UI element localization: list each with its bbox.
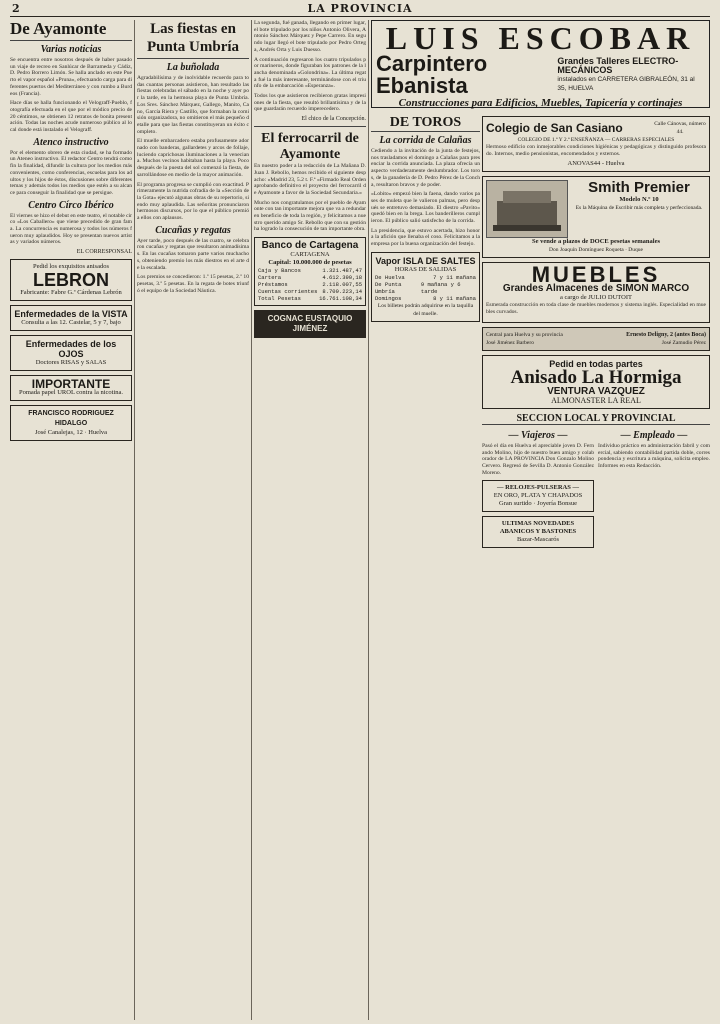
column-rule	[134, 20, 135, 1020]
row-value: 2.118.007,55	[322, 281, 362, 289]
article-paragraph: «Lobito» empezó bien la faena, dando varios pases de muleta que le valieron palmas, pero después se entretuvo demasiado. El diestro «Pavito» quedó bien en la brega. Los banderilleros cumplieron. El público salió satisfecho de la corrida.	[371, 191, 480, 225]
article-subhead: Cucañas y regatas	[155, 224, 231, 236]
ad-model: Modelo N.º 10	[619, 196, 659, 204]
ad-subline: CARTAGENA	[290, 251, 330, 259]
column-rule	[251, 20, 252, 1020]
column-ferrocarril	[254, 20, 366, 1020]
article-paragraph: Individuo práctico en administración fabril y comercial, sabiendo contabilidad partida doble, correspondencia y escritura a máquina, solicita empleo. Informes en esta Redacción.	[598, 442, 710, 469]
row-value: 16.761.108,34	[319, 295, 362, 303]
ad-right: José Zamudio Pérez	[661, 339, 706, 346]
ad-subline: a cargo de JULIO DUTOIT	[560, 294, 632, 302]
row-label: Domingos	[375, 294, 402, 302]
article-paragraph: Mucho nos congratulamos por el pueblo de Ayamonte con tan importante mejora que va a redundar en beneficio de toda la región, y felicitamos a nuestro querido amigo Sr. Rebollo que con su gestión ha logrado la consecución de tan importante obra.	[254, 199, 366, 233]
article-paragraph: El viernes se hizo el debut en este teatro, el notable circo «Los Caballero» que viene precedido de gran fama. La concurrencia es numerosa y todos los números fueron muy aplaudidos. Hoy se presentan nuevos artistas y variados números.	[10, 212, 132, 246]
ad-ultimas	[482, 516, 594, 548]
column-ayamonte	[10, 20, 132, 1020]
ad-address: Calle Cánovas, número 44.	[654, 121, 706, 135]
ad-text: Hermoso edificio con inmejorables condiciones higiénicas y pedagógicas y distinguido profesorado. Internos, medio pensionistas, encomendados y externos.	[486, 144, 706, 157]
row-value: 9 mañana y 6 tarde	[420, 280, 461, 295]
ad-text: Esmerada construcción en toda clase de muebles modernos y sistema inglés. Especialidad en muebles curvados.	[486, 302, 706, 316]
article-subhead: La corrida de Calañas	[379, 135, 472, 146]
ad-colegio	[482, 116, 710, 172]
ad-title: ULTIMAS NOVEDADES	[501, 520, 575, 528]
ad-subline: Consulta a las 12. Castelar, 5 y 7, bajo	[21, 319, 121, 327]
article-subhead: — Viajeros —	[508, 429, 568, 441]
article-paragraph: Agradabilísima y de inolvidable recuerdo para todas cuantas personas asistieron, han resultado las fiestas celebradas el sábado en la noche y ayer por la tarde, en la hermosa playa de Punta Umbría. Los Sres. Sánchez Márquez, Gallego, Manito, Cano, García Riera y Castillo, que formaban la comisión organizadora, no omitieron el más pequeño detalle para que las fiestas constituyeran un éxito completo.	[137, 75, 249, 135]
ad-title: Grandes Almacenes de SIMON MARCO	[502, 283, 690, 295]
row-value: 8.709.223,14	[322, 288, 362, 296]
schedule-table	[375, 274, 476, 302]
ad-row	[486, 331, 706, 339]
ad-brand: LUIS ESCOBAR	[385, 20, 696, 56]
table-row	[375, 295, 476, 302]
ad-anisado	[482, 355, 710, 409]
column-punta-umbria	[137, 20, 249, 1020]
ad-subline: HORAS DE SALIDAS	[394, 265, 457, 273]
ad-title: FRANCISCO RODRIGUEZ HIDALGO	[28, 410, 114, 428]
ad-ojos	[10, 335, 132, 371]
ad-importante	[10, 375, 132, 401]
article-paragraph: El programa progresa se cumplió con exactitud. Primeramente la nutrida cofradía de la «Sección de la Gota» ejecutó algunas obras de su repertorio, siendo muy aplaudida. Las señoritas pronunciaron hermosos discursos, por lo que el público premió a ellos con aplausos.	[137, 181, 249, 222]
ad-text-block	[572, 180, 706, 238]
ad-smith-premier	[482, 176, 710, 258]
article-paragraph: Hace días se halla funcionando el Velograff-Pueblo, fotografía efectuada en el que por el módico precio de 20 céntimos, se obtienen 12 retratos de bonita presentación. Todas las noches acude numeroso público al local donde está instalado el Velograff.	[10, 100, 132, 134]
right-ads-column	[482, 112, 710, 552]
ad-bottom-line: Construcciones para Edificios, Muebles, Tapicería y cortinajes	[398, 97, 683, 109]
paper-name: LA PROVINCIA	[307, 2, 413, 15]
ad-representative: Don Joaquín Domínguez Roqueta · Duque	[549, 247, 643, 254]
ad-cognac	[254, 310, 366, 338]
ad-left: José Jiménez Barbero	[486, 339, 534, 346]
article-paragraph: La presidencia, que estuvo acertada, hizo honor a la afición que llenaba el coso. Felicitamos a la empresa por la buena organización del festejo.	[371, 227, 480, 248]
article-paragraph: Se encuentra entre nosotros después de haber pasado un viaje de recreo en Sanlúcar de Barrameda y Cádiz, D. Pedro Borrero Limón. Se halla anclado en este Puerto el vapor español «Pruna», efectuando carga para diferentes puertos del Mediterráneo y con rumbo a Burdeos (Francia).	[10, 57, 132, 97]
ad-details	[557, 57, 705, 93]
column-rule	[368, 20, 369, 1020]
article-subhead: Varias noticias	[40, 44, 102, 55]
ad-brand: LEBRON	[33, 270, 109, 291]
ad-banco-cartagena	[254, 237, 366, 306]
local-section	[482, 427, 710, 553]
article-subhead: Centro Círco Ibérico	[28, 199, 114, 211]
ad-note: Los billetes podrán adquirirse en la taquilla del muelle.	[377, 302, 474, 317]
masthead	[10, 0, 710, 17]
ad-right: Ernesto Deligny, 2 (antes Boca)	[626, 331, 706, 338]
table-row	[258, 267, 362, 274]
ad-signature: ANOVAS44 - Huelva	[567, 160, 625, 168]
ad-luis-escobar	[371, 20, 710, 108]
ad-left: Central para Huelva y su provincia	[486, 331, 563, 338]
table-row	[258, 281, 362, 288]
ad-title: IMPORTANTE	[31, 377, 111, 392]
ad-header	[486, 120, 706, 136]
row-label: Total Pesetas	[258, 295, 301, 303]
ad-subline: Doctores RISAS y SALAS	[35, 359, 107, 367]
page-number: 2	[12, 2, 21, 15]
local-left	[482, 427, 594, 553]
ad-subline: Es la Máquina de Escribir más completa y perfeccionada.	[575, 205, 703, 212]
article-paragraph: Pasó el día en Huelva el apreciable joven D. Fernando Molino, hijo de nuestro buen amigo y colaborador de LA PROVINCIA Don Gonzalo Molino Cervero. Regresó de Sevilla D. Antonio González Moreno.	[482, 442, 594, 476]
ad-muebles	[482, 262, 710, 322]
local-right	[598, 427, 710, 553]
ad-vista	[10, 305, 132, 331]
ad-title: — RELOJES-PULSERAS —	[497, 484, 579, 492]
ad-capital: Capital: 10.000.000 de pesetas	[268, 259, 352, 267]
ad-title: Pedid los exquisitos anisados	[32, 263, 109, 271]
table-row	[258, 295, 362, 302]
ad-rodriguez	[10, 405, 132, 441]
column-toros	[371, 112, 480, 1020]
article-headline: El ferrocarril de Ayamonte	[261, 131, 359, 163]
ad-subline: Fabricante: Fabre G.ª Cárdenas Lebrón	[20, 289, 122, 297]
section-title: SECCION LOCAL Y PROVINCIAL	[482, 413, 710, 425]
ad-title: COGNAC EUSTAQUIO JIMÉNEZ	[267, 314, 353, 334]
ad-subline: COLEGIO DE 1.ª Y 2.ª ENSEÑANZA — CARRERAS ESPECIALES	[517, 137, 675, 143]
article-paragraph: Ayer tarde, poco después de las cuatro, se celebraron cucañas y regatas que resultaron animadísimas. En las cucañas tomaron parte varios muchachos, obteniendo premio los más diestros en el arte de la escalada.	[137, 237, 249, 271]
article-paragraph: Todos los que asistieron recibieron gratas impresiones de la fiesta, que resultó brillantísima y de la que guardarán recuerdo imperecedero.	[254, 93, 366, 113]
ad-lebron	[10, 259, 132, 301]
ad-title: Smith Premier	[588, 179, 690, 197]
row-label: De Huelva	[375, 273, 405, 281]
article-paragraph: Los premios se concedieron: 1.º 15 pesetas, 2.º 10 pesetas, 3.º 5 pesetas. En la regata de botes triunfó el equipo de la Sociedad Náutica.	[137, 274, 249, 294]
article-signature: El chico de la Concepción.	[301, 116, 366, 123]
ad-row	[486, 339, 706, 347]
ad-line: Grandes Talleres ELECTRO-MECÁNICOS	[557, 56, 679, 75]
ad-title: Vapor ISLA DE SALTES	[375, 255, 476, 266]
article-subhead: La buñolada	[166, 62, 220, 73]
ad-title: Enfermedades de la VISTA	[14, 309, 128, 320]
article-subhead: — Empleado —	[620, 429, 688, 441]
section-title: DE TOROS	[371, 115, 480, 132]
balance-table	[258, 267, 362, 302]
article-signature: EL CORRESPONSAL	[76, 249, 132, 256]
typewriter-image	[486, 180, 568, 238]
ad-relojes	[482, 480, 594, 512]
row-value: 7 y 11 mañana	[433, 273, 476, 281]
article-paragraph: Cediendo a la invitación de la junta de festejos, nos trasladamos el domingo a Calañas para presenciar la corrida anunciada. La plaza ofrecía un aspecto verdaderamente deslumbrador. Los toros, de la ganadería de D. Pedro Pérez de la Concha, resultaron bravos y de poder.	[371, 148, 480, 188]
article-headline: Las fiestas en Punta Umbría	[137, 20, 249, 59]
ad-title: Enfermedades de los OJOS	[25, 339, 117, 360]
divider	[254, 126, 366, 127]
ad-plazo: Se vende a plazos de DOCE pesetas semanales	[531, 238, 660, 246]
ad-subline: Pomada papel UROL contra la nicotina.	[18, 389, 124, 397]
row-value: 8 y 11 mañana	[433, 294, 476, 302]
ad-subline: José Canalejas, 12 · Huelva	[34, 429, 108, 437]
ad-subline: Gran surtido · Joyería Bonsue	[499, 500, 577, 508]
article-paragraph: A continuación regresaron los cuatro tripulados por marineros, donde figuraban los patrones de la lancha denominada «Golondrina». La última regata fué la más interesante, terminándose con el triunfo de la embarcación «Esperanza».	[254, 56, 366, 90]
ad-title: Banco de Cartagena	[261, 240, 359, 252]
ad-vapor	[371, 252, 480, 322]
article-paragraph: El muelle embarcadero estaba profusamente adornado con banderas, gallardetes y arcos de follaje, luciendo caprichosas iluminaciones a la veneciana. Muchos vecinos habitaban hasta la playa. Poco después de la puesta del sol comenzó la fiesta, desarrollándose en medio de la mayor animación.	[137, 138, 249, 178]
ad-body	[486, 180, 706, 238]
table-row	[375, 281, 476, 295]
row-label: De Punta Umbría	[375, 280, 402, 295]
article-paragraph: En nuestro poder a la redacción de La Mañana D. Juan J. Rebollo, hemos recibido el siguiente despacho: «Madrid 23, 5.2 t. F.ª «Firmado Real Orden aprobando definitivo el proyecto del ferrocarril de Ayamonte a favor de la Sociedad Secundaria.»	[254, 163, 366, 196]
row-label: Cartera	[258, 274, 282, 282]
ad-central	[482, 327, 710, 351]
row-label: Cuentas corrientes	[258, 288, 318, 296]
ad-subline: ABANICOS Y BASTONES	[499, 528, 577, 536]
row-value: 1.321.487,47	[322, 267, 362, 275]
article-paragraph: La segunda, fué ganada, llegando en primer lugar, el bote tripulado por los niños Antonio Olivera, Antonio Sánchez Márquez y Pepe Carrero. En segundo lugar llegó el bote tripulado por Pedro Ortega, Andrés Orta y Luis Duesso.	[254, 20, 366, 53]
typewriter-icon	[487, 181, 567, 237]
table-row	[258, 288, 362, 295]
article-paragraph: Por el elemento obrero de esta ciudad, se ha formado un Ateneo instructivo. El redactor Centro tendrá como fin la finalidad, difundir la cultura por los medios más convenientes, como conferencias, escuelas para los adultos y los hijos de éstos, discusiones sobre diferentes temas y además todos los medios que estén a su alcance para conseguir la finalidad que se persigue.	[10, 149, 132, 196]
row-value: 4.612.390,18	[322, 274, 362, 282]
article-headline: De Ayamonte	[10, 20, 132, 41]
row-label: Préstamos	[258, 281, 288, 289]
ad-subline: VENTURA VAZQUEZ	[547, 385, 645, 397]
ad-subline: Bazar-Mascarós	[516, 536, 560, 544]
ad-brand: MUEBLES	[531, 262, 661, 288]
table-row	[258, 274, 362, 281]
ad-body	[376, 53, 705, 97]
ad-line: instalados en CARRETERA GIBRALEÓN, 31 al 35, HUELVA	[557, 76, 695, 92]
ad-subline: ALMONASTER LA REAL	[551, 395, 641, 405]
article-subhead: Atenco instructivo	[33, 136, 109, 148]
row-label: Caja y Bancos	[258, 267, 301, 275]
ad-subline: EN ORO, PLATA Y CHAPADOS	[493, 492, 583, 500]
ad-brand: Anisado La Hormiga	[510, 366, 682, 388]
ad-trade: Carpintero Ebanista	[376, 51, 488, 98]
ad-title: Colegio de San Casiano	[486, 121, 623, 135]
table-row	[375, 274, 476, 281]
ad-title: Pedid en todas partes	[549, 358, 643, 369]
